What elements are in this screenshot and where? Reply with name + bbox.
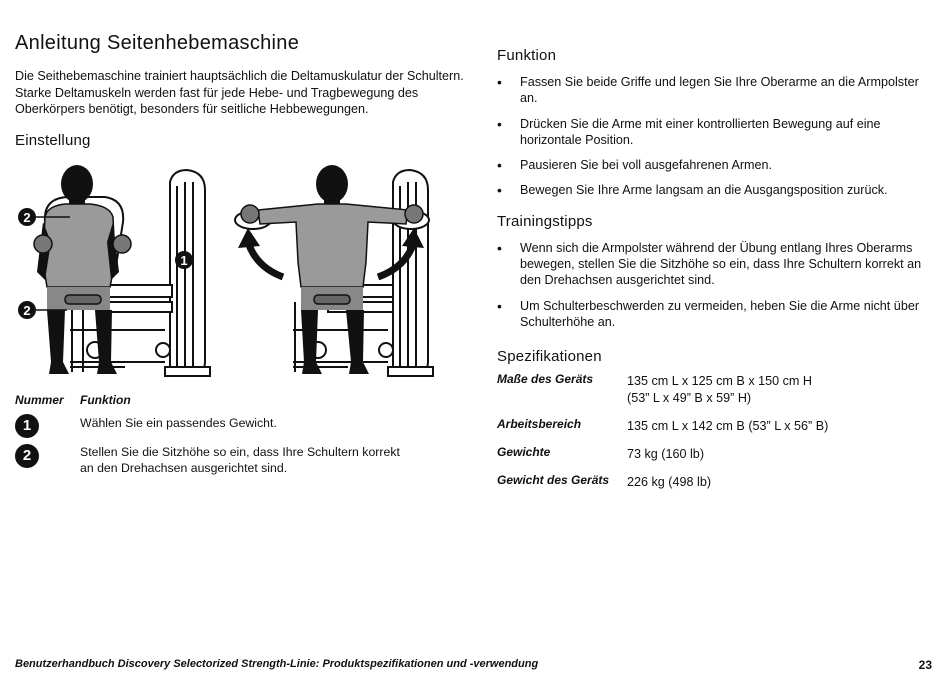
figure-raised-position [228,162,438,382]
page-number: 23 [918,658,932,672]
callout-1 [175,251,193,269]
spec-table [497,373,937,490]
funktion-heading: Funktion [497,47,557,64]
spec-label: Gewichte [497,445,551,460]
number-badge: 1 [15,414,39,438]
trainingstipps-heading: Trainingstipps [497,212,593,230]
spec-label: Maße des Geräts [497,372,594,387]
spec-value: (53” L x 49” B x 59” H) [627,390,752,405]
intro-paragraph: Die Seithebemaschine trainiert hauptsächlich die Deltamuskulatur der Schultern. Starke Deltamuskeln werden fast für jede Hebe- und Tragbewegung des Oberkörpers benötigt, besonders für seitliche Hebbewegungen. [15,69,464,116]
spec-row [497,474,937,490]
number-badge: 2 [15,444,39,468]
spec-label: Arbeitsbereich [497,416,582,431]
settings-table-header [15,393,131,407]
spezifikationen-heading: Spezifikationen [497,348,602,366]
funktion-list [497,74,937,199]
trainingstipps-list [497,240,937,330]
col-function: Funktion [80,393,131,407]
figure-start-position [15,162,215,382]
spec-value: 73 kg (160 lb) [627,447,705,462]
svg-text:1: 1 [180,253,188,268]
page-title: Anleitung Seitenhebemaschine [15,32,300,54]
svg-text:2: 2 [23,210,31,225]
spec-row [497,418,937,434]
list-item: • Pausieren Sie bei voll ausgefahrenen Armen. [497,157,773,174]
spec-value: 226 kg (498 lb) [627,475,712,490]
list-item: • Um Schulterbeschwerden zu vermeiden, heben Sie die Arme nicht über Schulterhöhe an. [497,297,920,329]
list-item: • Drücken Sie die Arme mit einer kontrollierten Bewegung auf eine horizontale Position. [497,115,881,147]
spec-row [497,446,937,462]
row-text: Wählen Sie ein passendes Gewicht. [80,416,277,430]
list-item: • Wenn sich die Armpolster während der Übung entlang Ihres Oberarms bewegen, stellen Sie die Sitzhöhe so ein, dass Ihre Schultern korrekt an den Drehachsen ausgerichtet sind. [497,239,922,288]
right-column [497,47,937,503]
footer-text: Benutzerhandbuch Discovery Selectorized Strength-Linie: Produktspezifikationen und -verwendung [15,658,539,670]
spec-row [497,373,937,406]
spec-label: Gewicht des Geräts [497,473,610,488]
col-number: Nummer [15,393,64,407]
svg-text:2: 2 [23,303,31,318]
einstellung-heading: Einstellung [15,132,91,149]
spec-value: 135 cm L x 125 cm B x 150 cm H [627,374,813,389]
list-item: • Fassen Sie beide Griffe und legen Sie Ihre Oberarme an die Armpolster an. [497,74,919,106]
spec-value: 135 cm L x 142 cm B (53” L x 56” B) [627,418,829,433]
row-text: Stellen Sie die Sitzhöhe so ein, dass Ihre Schultern korrekt an den Drehachsen ausgerichtet sind. [80,445,400,475]
left-column [15,32,465,118]
list-item: • Bewegen Sie Ihre Arme langsam an die Ausgangsposition zurück. [497,182,888,199]
